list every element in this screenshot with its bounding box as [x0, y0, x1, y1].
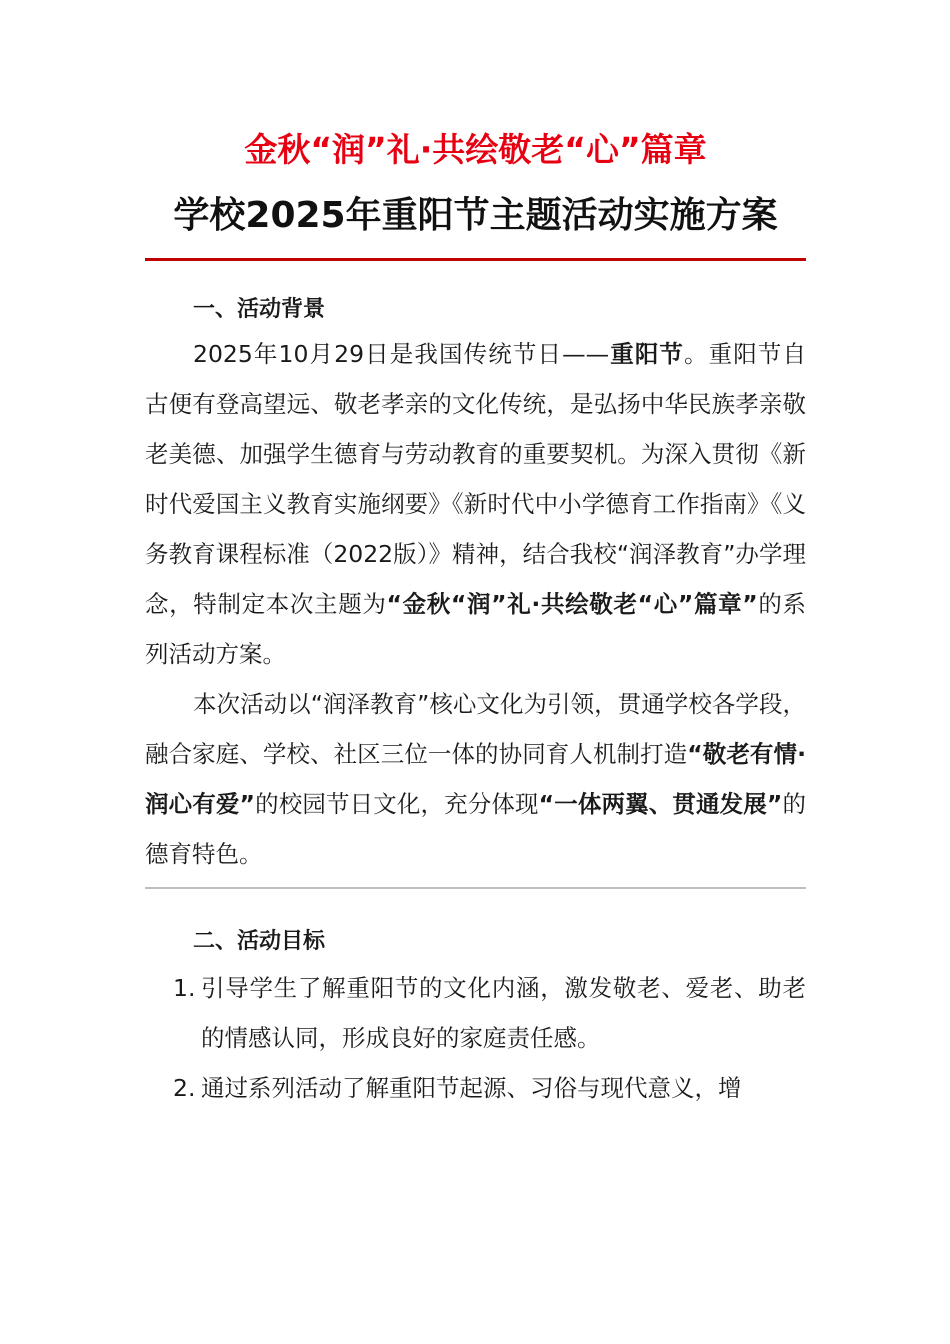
document-page	[145, 120, 806, 1113]
background-paragraph-2	[145, 679, 806, 879]
list-number: 2.	[173, 1074, 196, 1102]
list-text: 引导学生了解重阳节的文化内涵，激发敬老、爱老、助老的情感认同，形成良好的家庭责任感。	[201, 974, 806, 1052]
emphasis-theme: “金秋“润”礼·共绘敬老“心”篇章”	[386, 590, 758, 618]
text-run: 的系列活动方案。	[145, 590, 806, 668]
list-item	[145, 1063, 806, 1113]
list-text: 通过系列活动了解重阳节起源、习俗与现代意义，增	[201, 1074, 742, 1102]
emphasis-festival: 重阳节	[609, 340, 685, 368]
emphasis-feature: “一体两翼、贯通发展”	[538, 790, 783, 818]
document-subtitle: 金秋“润”礼·共绘敬老“心”篇章	[244, 130, 707, 169]
list-number: 1.	[173, 974, 196, 1002]
emphasis-culture: “敬老有情·润心有爱”	[145, 740, 807, 818]
section-heading-goals: 二、活动目标	[193, 929, 326, 954]
section-divider	[145, 887, 806, 889]
text-run: 2025年10月29日是我国传统节日——	[193, 340, 610, 368]
title-divider	[145, 258, 806, 261]
text-run: 。重阳节自古便有登高望远、敬老孝亲的文化传统，是弘扬中华民族孝亲敬老美德、加强学生德育与劳动教育的重要契机。为深入贯彻《新时代爱国主义教育实施纲要》《新时代中小学德育工作指南》《义务教育课程标准（2022版）》精神，结合我校“润泽教育”办学理念，特制定本次主题为	[145, 340, 806, 618]
text-run: 的德育特色。	[145, 790, 807, 868]
document-title: 学校2025年重阳节主题活动实施方案	[173, 195, 778, 236]
text-run: 的校园节日文化，充分体现	[254, 790, 539, 818]
background-paragraph-1	[145, 329, 806, 679]
list-item	[145, 963, 806, 1063]
section-heading-background: 一、活动背景	[193, 297, 326, 322]
text-run: 本次活动以“润泽教育”核心文化为引领，贯通学校各学段，融合家庭、学校、社区三位一体的协同育人机制打造	[145, 690, 806, 768]
goals-list	[145, 963, 806, 1113]
